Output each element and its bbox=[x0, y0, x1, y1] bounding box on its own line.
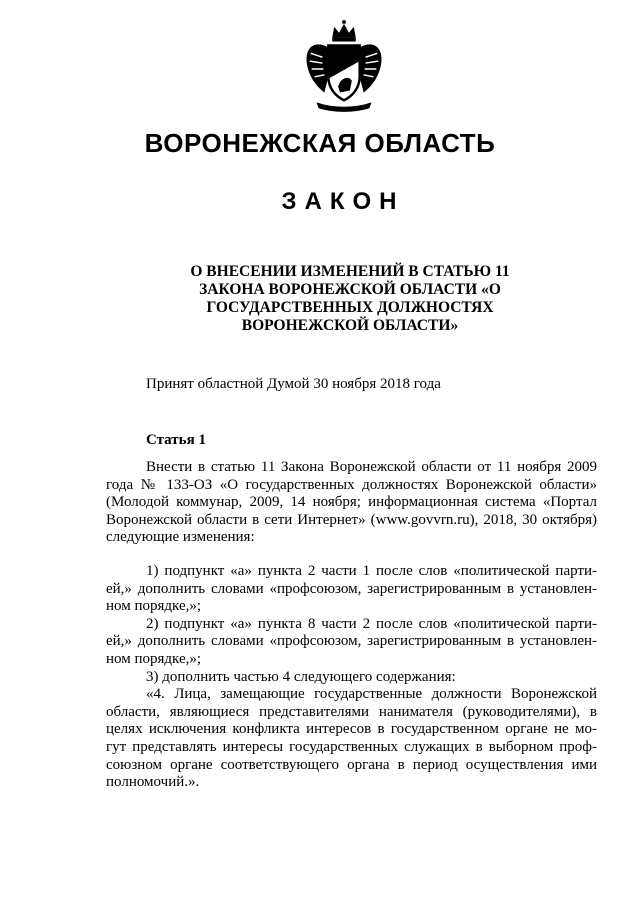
title-line: О ВНЕСЕНИИ ИЗМЕНЕНИЙ В СТАТЬЮ 11 bbox=[190, 263, 510, 280]
adoption-date: Принят областной Думой 30 ноября 2018 года bbox=[146, 376, 441, 392]
paragraph-line: гут представлять интересы государственных служащих в выборном проф- bbox=[106, 738, 597, 755]
paragraph-line: ей,» дополнить словами «профсоюзом, зарегистрированным в установлен- bbox=[106, 580, 597, 597]
paragraph-line: 1) подпункт «а» пункта 2 части 1 после слов «политической парти- bbox=[146, 562, 597, 579]
title-line: ГОСУДАРСТВЕННЫХ ДОЛЖНОСТЯХ bbox=[206, 299, 494, 316]
paragraph-line: «4. Лица, замещающие государственные должности Воронежской bbox=[146, 686, 597, 703]
law-title bbox=[180, 263, 520, 335]
paragraph-line: ей,» дополнить словами «профсоюзом, зарегистрированным в установлен- bbox=[106, 633, 597, 650]
article-heading: Статья 1 bbox=[146, 432, 206, 448]
document-type: ЗАКОН bbox=[281, 188, 405, 215]
paragraph-line: следующие изменения: bbox=[106, 529, 255, 546]
article-body bbox=[106, 459, 597, 792]
title-line: ЗАКОНА ВОРОНЕЖСКОЙ ОБЛАСТИ «О bbox=[199, 281, 501, 298]
paragraph-line: 3) дополнить частью 4 следующего содержания: bbox=[146, 668, 456, 685]
paragraph-line: ном порядке,»; bbox=[106, 650, 202, 667]
paragraph-line: области, являющиеся представителями нанимателя (руководителями), в bbox=[106, 703, 597, 720]
paragraph-line: Воронежской области в сети Интернет» (www.govvrn.ru), 2018, 30 октября) bbox=[106, 511, 597, 528]
title-line: ВОРОНЕЖСКОЙ ОБЛАСТИ» bbox=[241, 317, 459, 334]
paragraph-line: года № 133-ОЗ «О государственных должностях Воронежской области» bbox=[106, 476, 597, 493]
paragraph-line: Внести в статью 11 Закона Воронежской области от 11 ноября 2009 bbox=[146, 459, 597, 475]
paragraph-line: союзном органе соответствующего органа в период осуществления ими bbox=[106, 756, 597, 773]
paragraph-line: (Молодой коммунар, 2009, 14 ноября; информационная система «Портал bbox=[106, 494, 597, 511]
coat-of-arms-icon bbox=[295, 18, 393, 116]
paragraph-line: ном порядке,»; bbox=[106, 598, 202, 615]
region-name: ВОРОНЕЖСКАЯ ОБЛАСТЬ bbox=[144, 128, 496, 158]
paragraph-line: целях исключения конфликта интересов в государственном органе не мо- bbox=[106, 721, 597, 738]
paragraph-line: полномочий.». bbox=[106, 774, 200, 791]
paragraph-line: 2) подпункт «а» пункта 8 части 2 после слов «политической парти- bbox=[146, 615, 597, 632]
